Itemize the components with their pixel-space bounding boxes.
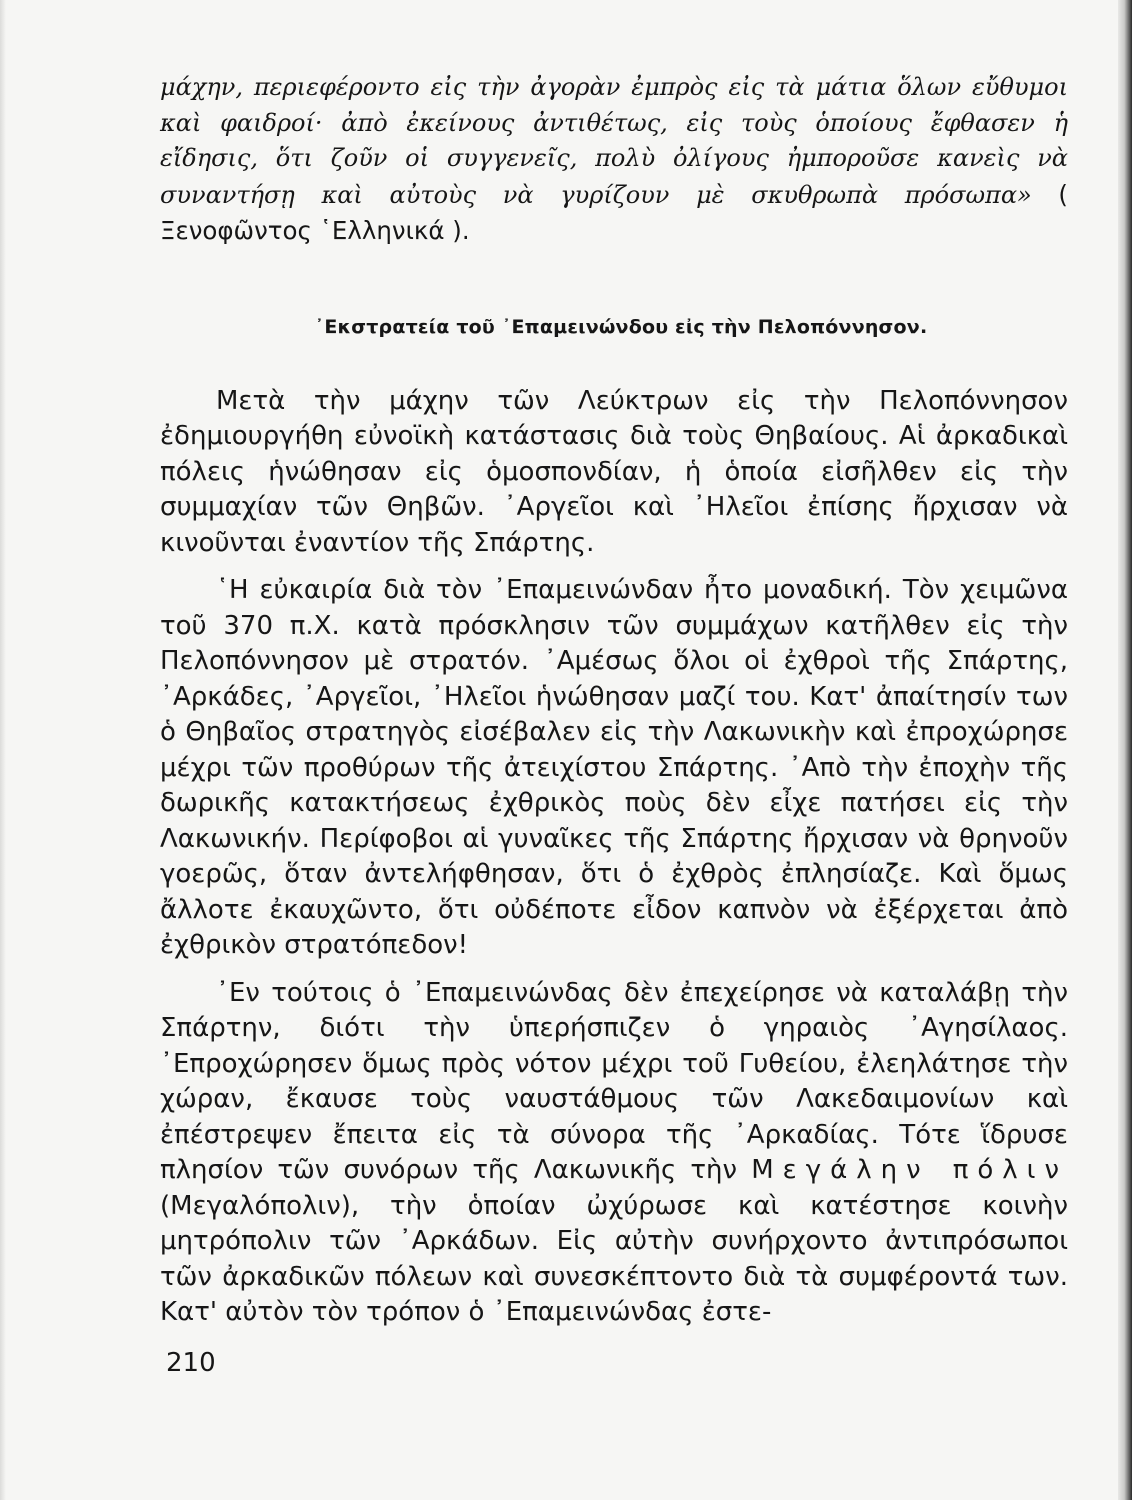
page-binding-shadow: [1118, 0, 1132, 1500]
paragraph-1: Μετὰ τὴν μάχην τῶν Λεύκτρων εἰς τὴν Πελοπόννησον ἐδημιουργήθη εὐνοϊκὴ κατάστασις διὰ τοὺς Θηβαίους. Αἱ ἀρκαδικαὶ πόλεις ἡνώθησαν εἰς ὁμοσπονδίαν, ἡ ὁποία εἰσῆλθεν εἰς τὴν συμμαχίαν τῶν Θηβῶν. ᾽Αργεῖοι καὶ ᾽Ηλεῖοι ἐπίσης ἤρχισαν νὰ κινοῦνται ἐναντίον τῆς Σπάρτης.: [160, 385, 1068, 558]
page-left-edge: [0, 0, 6, 1500]
emphasized-city-name: Μεγάλην πόλιν: [751, 1155, 1069, 1185]
quote-text: μάχην, περιεφέροντο εἰς τὴν ἀγορὰν ἐμπρὸς εἰς τὰ μάτια ὅλων εὔθυμοι καὶ φαιδροί· ἀπὸ ἐκείνους ἀντιθέτως, εἰς τοὺς ὁποίους ἔφθασεν ἡ εἴδησις, ὅτι ζοῦν οἱ συγγενεῖς, πολὺ ὀλίγους ἠμποροῦσε κανεὶς νὰ συναντήσῃ καὶ αὐτοὺς νὰ γυρίζουν μὲ σκυθρωπὰ πρόσωπα»: [160, 73, 1068, 209]
paragraph-2: ῾Η εὐκαιρία διὰ τὸν ᾽Επαμεινώνδαν ἦτο μοναδική. Τὸν χειμῶνα τοῦ 370 π.Χ. κατὰ πρόσκλησιν τῶν συμμάχων κατῆλθεν εἰς τὴν Πελοπόννησον μὲ στρατόν. ᾽Αμέσως ὅλοι οἱ ἐχθροὶ τῆς Σπάρτης, ᾽Αρκάδες, ᾽Αργεῖοι, ᾽Ηλεῖοι ἡνώθησαν μαζί του. Κατ' ἀπαίτησίν των ὁ Θηβαῖος στρατηγὸς εἰσέβαλεν εἰς τὴν Λακωνικὴν καὶ ἐπροχώρησε μέχρι τῶν προθύρων τῆς ἀτειχίστου Σπάρτης. ᾽Απὸ τὴν ἐποχὴν τῆς δωρικῆς κατακτήσεως ἐχθρικὸς ποὺς δὲν εἶχε πατήσει εἰς τὴν Λακωνικήν. Περίφοβοι αἱ γυναῖκες τῆς Σπάρτης ἤρχισαν νὰ θρηνοῦν γοερῶς, ὅταν ἀντελήφθησαν, ὅτι ὁ ἐχθρὸς ἐπλησίαζε. Καὶ ὅμως ἄλλοτε ἐκαυχῶντο, ὅτι οὐδέποτε εἶδον καπνὸν νὰ ἐξέρχεται ἀπὸ ἐχθρικὸν στρατόπεδον!: [160, 575, 1068, 960]
section-heading: ᾽Εκστρατεία τοῦ ᾽Επαμεινώνδου εἰς τὴν Πελοπόννησον.: [314, 315, 928, 338]
paragraph-3: [160, 976, 1068, 1331]
quote-source: ( Ξενοφῶντος ῾Ελληνικά ).: [160, 179, 1068, 245]
page-number: 210: [166, 1348, 216, 1378]
paragraph-3-start: ᾽Εν τούτοις ὁ ᾽Επαμεινώνδας δὲν ἐπεχείρησε νὰ καταλάβῃ τὴν Σπάρτην, διότι τὴν ὑπερήσπιζεν ὁ γηραιὸς ᾽Αγησίλαος. ᾽Επροχώρησεν ὅμως πρὸς νότον μέχρι τοῦ Γυθείου, ἐλεηλάτησε τὴν χώραν, ἔκαυσε τοὺς ναυστάθμους τῶν Λακεδαιμονίων καὶ ἐπέστρεψεν ἔπειτα εἰς τὰ σύνορα τῆς ᾽Αρκαδίας. Τότε ἵδρυσε πλησίον τῶν συνόρων τῆς Λακωνικῆς τὴν: [160, 977, 1068, 1185]
paragraph-3-end: (Μεγαλόπολιν), τὴν ὁποίαν ὠχύρωσε καὶ κατέστησε κοινὴν μητρόπολιν τῶν ᾽Αρκάδων. Εἰς αὐτὴν συνήρχοντο ἀντιπρόσωποι τῶν ἀρκαδικῶν πόλεων καὶ συνεσκέπτοντο διὰ τὰ συμφέροντά των. Κατ' αὐτὸν τὸν τρόπον ὁ ᾽Επαμεινώνδας ἐστε-: [160, 1190, 1068, 1327]
quote-continuation: [160, 70, 1068, 250]
book-page: [160, 70, 1068, 1343]
